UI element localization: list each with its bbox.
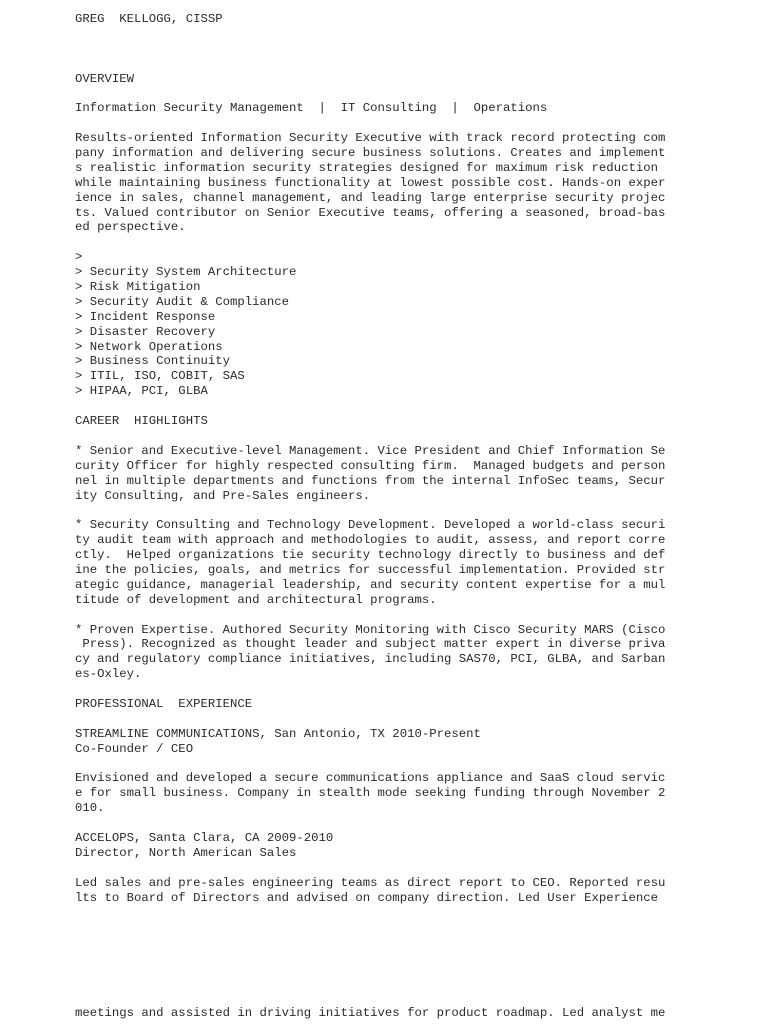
text-line: Co-Founder / CEO [75,741,194,756]
text-line: nel in multiple departments and functions from the internal InfoSec teams, Secur [75,473,666,488]
text-line: * Senior and Executive-level Management. Vice President and Chief Information Se [75,443,666,458]
text-line: curity Officer for highly respected consulting firm. Managed budgets and person [75,458,666,473]
text-line: ience in sales, channel management, and leading large enterprise security projec [75,190,666,205]
blank-line [75,27,715,42]
text-line: Envisioned and developed a secure communications appliance and SaaS cloud servic [75,771,666,786]
text-line: > Security Audit & Compliance [75,294,290,309]
text-line: Director, North American Sales [75,845,297,860]
blank-line [75,682,715,697]
text-line: > ITIL, ISO, COBIT, SAS [75,369,245,384]
blank-line [75,429,715,444]
text-line: ity Consulting, and Pre-Sales engineers. [75,488,371,503]
text-line: ctly. Helped organizations tie security technology directly to business and def [75,548,666,563]
text-line: while maintaining business functionality at lowest possible cost. Hands-on exper [75,175,666,190]
text-line: ty audit team with approach and methodologies to audit, assess, and report corre [75,533,666,548]
text-line: > [75,250,83,265]
text-line: e for small business. Company in stealth mode seeking funding through November 2 [75,786,666,801]
blank-line [75,608,715,623]
text-line: cy and regulatory compliance initiatives, including SAS70, PCI, GLBA, and Sarban [75,652,666,667]
blank-line [75,57,715,72]
text-line: ategic guidance, managerial leadership, and security content expertise for a mul [75,577,666,592]
text-line: OVERVIEW [75,71,135,86]
text-line: * Security Consulting and Technology Development. Developed a world-class securi [75,518,666,533]
blank-line [75,712,715,727]
text-line: pany information and delivering secure business solutions. Creates and implement [75,146,666,161]
text-line: CAREER HIGHLIGHTS [75,414,208,429]
text-line: * Proven Expertise. Authored Security Monitoring with Cisco Security MARS (Cisco [75,622,666,637]
blank-line [75,503,715,518]
blank-line [75,116,715,131]
text-line: ine the policies, goals, and metrics for successful implementation. Provided str [75,562,666,577]
blank-line [75,42,715,57]
text-line: ACCELOPS, Santa Clara, CA 2009-2010 [75,830,334,845]
text-line: > HIPAA, PCI, GLBA [75,384,208,399]
text-line: es-Oxley. [75,667,142,682]
text-line: PROFESSIONAL EXPERIENCE [75,696,253,711]
text-line: GREG KELLOGG, CISSP [75,12,223,26]
text-line: > Security System Architecture [75,265,297,280]
resume-page [75,12,715,905]
blank-line [75,86,715,101]
text-line: ed perspective. [75,220,186,235]
blank-line [75,816,715,831]
text-line: > Business Continuity [75,354,230,369]
text-line: Led sales and pre-sales engineering teams as direct report to CEO. Reported resu [75,875,666,890]
blank-line [75,861,715,876]
text-line: > Risk Mitigation [75,280,201,295]
text-line: Press). Recognized as thought leader and subject matter expert in diverse priva [75,637,666,652]
blank-line [75,235,715,250]
text-line: > Disaster Recovery [75,324,216,339]
text-line: lts to Board of Directors and advised on company direction. Led User Experience [75,890,658,905]
text-line: > Incident Response [75,309,216,324]
blank-line [75,757,715,772]
text-line: Information Security Management | IT Consulting | Operations [75,101,548,116]
text-line: ts. Valued contributor on Senior Executive teams, offering a seasoned, broad-bas [75,205,666,220]
text-line: Results-oriented Information Security Executive with track record protecting com [75,131,666,146]
text-line: STREAMLINE COMMUNICATIONS, San Antonio, TX 2010-Present [75,726,481,741]
text-line: titude of development and architectural programs. [75,592,437,607]
continued-text-line: meetings and assisted in driving initiatives for product roadmap. Led analyst me [75,1006,666,1020]
blank-line [75,399,715,414]
text-line: 010. [75,801,105,816]
text-line: s realistic information security strategies designed for maximum risk reduction [75,160,658,175]
text-line: > Network Operations [75,339,223,354]
